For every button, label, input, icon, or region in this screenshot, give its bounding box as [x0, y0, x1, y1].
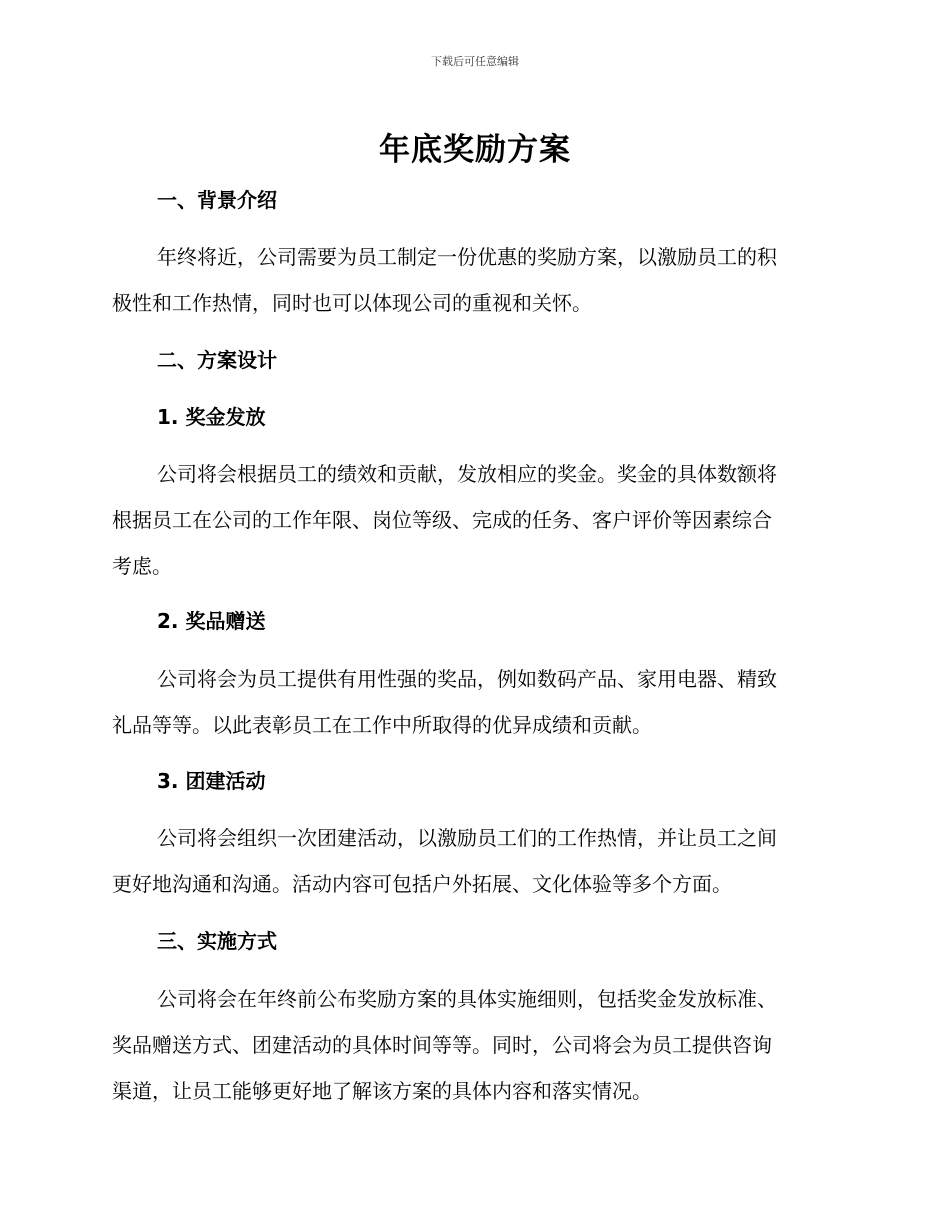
section-heading-background: 一、背景介绍	[157, 188, 277, 212]
subheading-bonus: 1. 奖金发放	[157, 405, 266, 429]
paragraph-line: 考虑。	[112, 554, 172, 578]
paragraph-line: 根据员工在公司的工作年限、岗位等级、完成的任务、客户评价等因素综合	[112, 508, 772, 532]
subheading-gifts: 2. 奖品赠送	[157, 609, 266, 633]
paragraph-line: 公司将会根据员工的绩效和贡献，发放相应的奖金。奖金的具体数额将	[157, 462, 777, 486]
paragraph-line: 公司将会在年终前公布奖励方案的具体实施细则，包括奖金发放标准、	[157, 987, 777, 1011]
paragraph-gifts	[112, 656, 832, 748]
paragraph-team-building	[112, 815, 832, 907]
paragraph-line: 渠道，让员工能够更好地了解该方案的具体内容和落实情况。	[112, 1079, 652, 1103]
paragraph-line: 更好地沟通和沟通。活动内容可包括户外拓展、文化体验等多个方面。	[112, 872, 732, 896]
paragraph-line: 礼品等等。以此表彰员工在工作中所取得的优异成绩和贡献。	[112, 713, 652, 737]
section-heading-plan-design: 二、方案设计	[157, 348, 277, 372]
section-heading-implementation: 三、实施方式	[157, 929, 277, 953]
document-title: 年底奖励方案	[379, 132, 571, 168]
paragraph-bonus	[112, 451, 832, 589]
paragraph-line: 极性和工作热情，同时也可以体现公司的重视和关怀。	[112, 291, 592, 315]
paragraph-background	[112, 234, 832, 326]
paragraph-line: 奖品赠送方式、团建活动的具体时间等等。同时，公司将会为员工提供咨询	[112, 1033, 772, 1057]
paragraph-line: 公司将会组织一次团建活动，以激励员工们的工作热情，并让员工之间	[157, 826, 777, 850]
paragraph-line: 公司将会为员工提供有用性强的奖品，例如数码产品、家用电器、精致	[157, 667, 777, 691]
paragraph-implementation	[112, 976, 832, 1114]
subheading-team-building: 3. 团建活动	[157, 769, 266, 793]
paragraph-line: 年终将近，公司需要为员工制定一份优惠的奖励方案，以激励员工的积	[157, 245, 777, 269]
page-header-note: 下载后可任意编辑	[431, 55, 519, 68]
